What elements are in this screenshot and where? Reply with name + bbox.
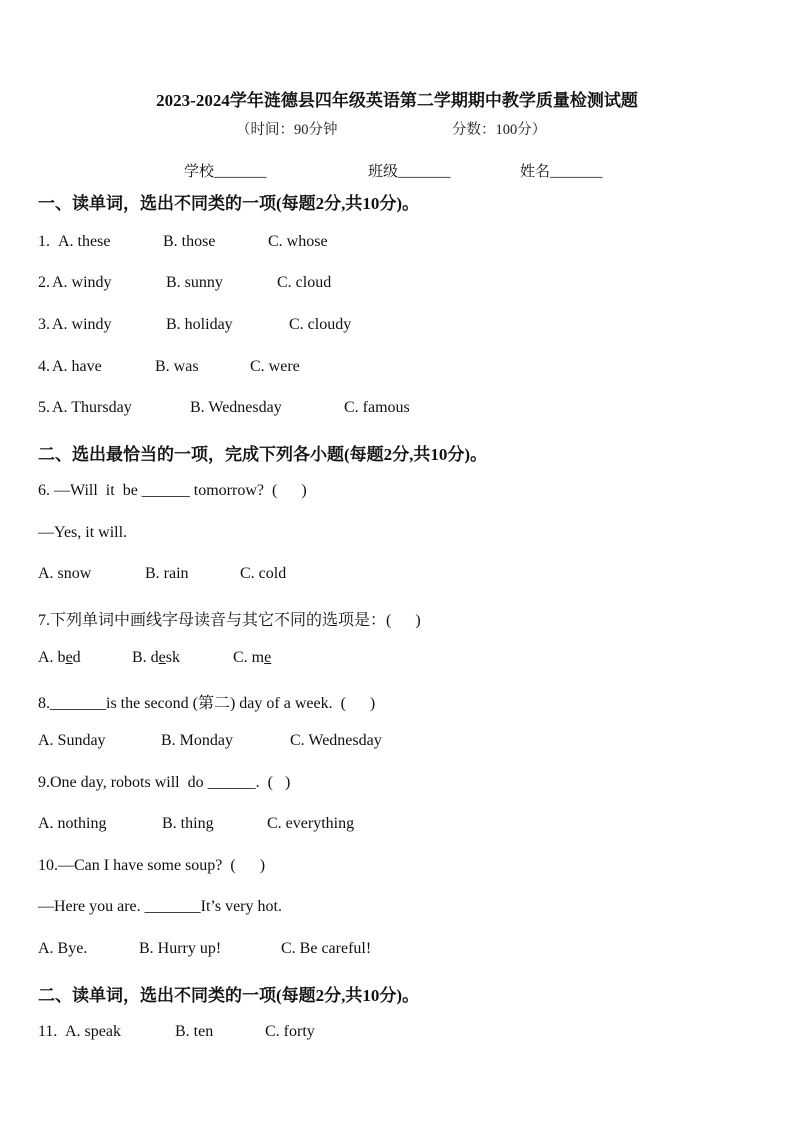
section-3-heading: 二、读单词，选出不同类的一项(每题2分,共10分)。 bbox=[38, 986, 420, 1005]
option-a: A. snow bbox=[38, 565, 92, 582]
option-c: C. Be careful! bbox=[281, 940, 372, 957]
class-field: 班级_______ bbox=[368, 164, 451, 180]
option-c: C. everything bbox=[267, 815, 355, 832]
option-b: B. Hurry up! bbox=[139, 940, 222, 957]
option-a: A. have bbox=[52, 358, 102, 375]
question-7-stem: 7.下列单词中画线字母读音与其它不同的选项是：( ) bbox=[38, 612, 421, 629]
question-number: 5. bbox=[38, 399, 50, 416]
option-a: A. nothing bbox=[38, 815, 107, 832]
underlined-letter: e bbox=[158, 649, 166, 666]
underlined-letter: e bbox=[264, 649, 272, 666]
option-b-prefix: B. d bbox=[132, 649, 159, 666]
option-b: B. rain bbox=[145, 565, 189, 582]
option-b: B. Monday bbox=[161, 732, 233, 749]
question-11 bbox=[38, 1023, 315, 1113]
option-c: C. Wednesday bbox=[290, 732, 382, 749]
option-c: C. whose bbox=[268, 233, 328, 250]
section-1-heading: 一、读单词，选出不同类的一项(每题2分,共10分)。 bbox=[38, 194, 420, 213]
section-2-heading: 二、选出最恰当的一项，完成下列各小题(每题2分,共10分)。 bbox=[38, 445, 488, 464]
option-c: C. were bbox=[250, 358, 300, 375]
option-c: C. famous bbox=[344, 399, 410, 416]
option-a: A. windy bbox=[52, 316, 112, 333]
question-10-reply: —Here you are. _______It’s very hot. bbox=[38, 898, 282, 915]
underlined-letter: e bbox=[65, 649, 73, 666]
option-a: A. speak bbox=[65, 1023, 121, 1040]
question-number: 1. bbox=[38, 233, 54, 250]
option-b: B. thing bbox=[162, 815, 214, 832]
option-a-suffix: d bbox=[72, 649, 81, 666]
option-c: C. cloudy bbox=[289, 316, 352, 333]
question-8-stem: 8._______is the second (第二) day of a week. ( ) bbox=[38, 695, 376, 712]
option-a: A. Bye. bbox=[38, 940, 88, 957]
option-b: B. Wednesday bbox=[190, 399, 282, 416]
option-c-prefix: C. m bbox=[233, 649, 265, 666]
option-c: C. forty bbox=[265, 1023, 315, 1040]
option-b: B. those bbox=[163, 233, 216, 250]
exam-score: 分数：100分） bbox=[452, 122, 547, 138]
option-b: B. was bbox=[155, 358, 199, 375]
question-number: 2. bbox=[38, 274, 50, 291]
option-b: B. sunny bbox=[166, 274, 223, 291]
option-c bbox=[233, 649, 271, 667]
question-number: 3. bbox=[38, 316, 50, 333]
option-a: A. Thursday bbox=[52, 399, 132, 416]
exam-time: （时间：90分钟 bbox=[236, 122, 338, 138]
option-c: C. cloud bbox=[277, 274, 332, 291]
option-b: B. ten bbox=[175, 1023, 214, 1040]
school-field: 学校_______ bbox=[184, 164, 267, 180]
option-b-suffix: sk bbox=[165, 649, 181, 666]
question-6-stem: 6. —Will it be ______ tomorrow? ( ) bbox=[38, 482, 307, 499]
option-a bbox=[38, 649, 81, 667]
name-field: 姓名_______ bbox=[520, 164, 603, 180]
option-b bbox=[132, 649, 180, 667]
page-title: 2023-2024学年涟德县四年级英语第二学期期中教学质量检测试题 bbox=[156, 91, 638, 110]
option-b: B. holiday bbox=[166, 316, 233, 333]
question-10-stem: 10.—Can I have some soup? ( ) bbox=[38, 857, 266, 874]
option-c: C. cold bbox=[240, 565, 287, 582]
option-a: A. windy bbox=[52, 274, 112, 291]
option-a: A. Sunday bbox=[38, 732, 106, 749]
question-9-stem: 9.One day, robots will do ______. ( ) bbox=[38, 774, 291, 791]
question-number: 4. bbox=[38, 358, 50, 375]
option-a-prefix: A. b bbox=[38, 649, 66, 666]
question-number: 11. bbox=[38, 1023, 62, 1040]
option-a: A. these bbox=[58, 233, 111, 250]
question-6-reply: —Yes, it will. bbox=[38, 524, 128, 541]
